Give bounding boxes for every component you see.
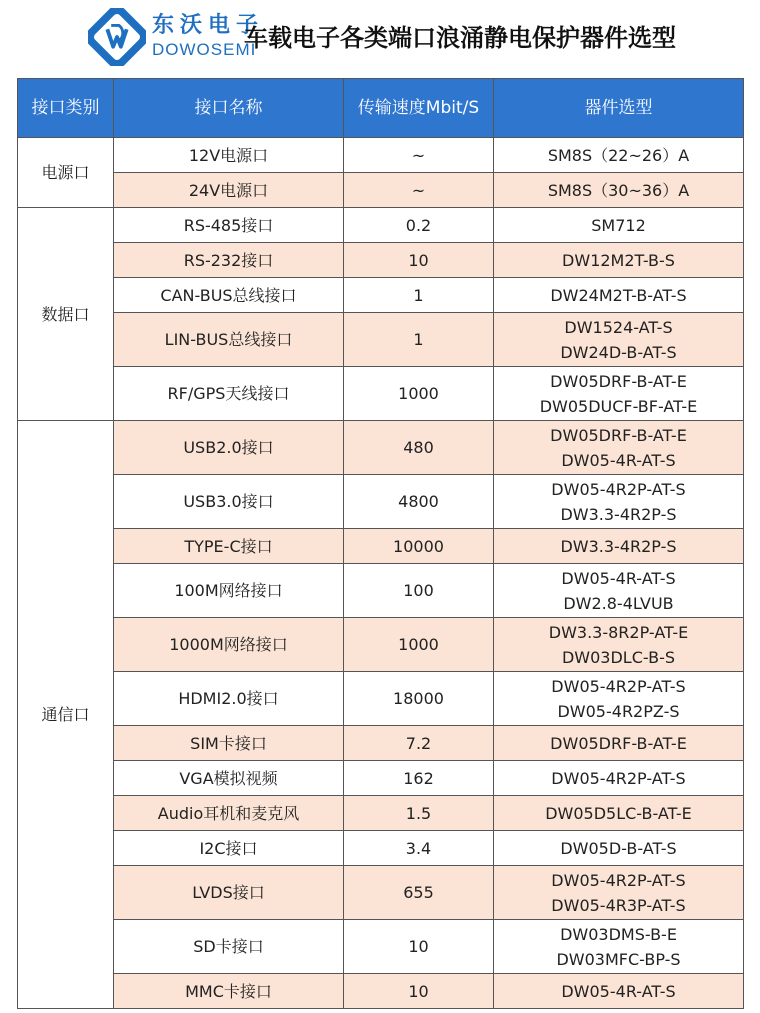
part-cell: [494, 761, 744, 796]
speed-cell: 0.2: [344, 208, 494, 243]
part-number: DW05-4R-AT-S: [561, 981, 676, 1001]
table-row: [18, 761, 744, 796]
part-cell: [494, 243, 744, 278]
part-cell: [494, 173, 744, 208]
interface-name-cell: LIN-BUS总线接口: [114, 313, 344, 367]
part-number: DW05DRF-B-AT-E: [550, 733, 687, 753]
brand-name-cn: 东沃电子: [152, 12, 265, 38]
interface-name-cell: Audio耳机和麦克风: [114, 796, 344, 831]
part-number: DW12M2T-B-S: [562, 250, 675, 270]
table-row: [18, 421, 744, 475]
speed-cell: 655: [344, 866, 494, 920]
table-body: [18, 138, 744, 1009]
part-cell: [494, 672, 744, 726]
table-row: [18, 866, 744, 920]
table-row: [18, 243, 744, 278]
table-row: [18, 138, 744, 173]
brand-name-en: DOWOSEMI: [152, 40, 257, 59]
table-row: [18, 475, 744, 529]
interface-name-cell: 1000M网络接口: [114, 618, 344, 672]
speed-cell: 10000: [344, 529, 494, 564]
interface-name-cell: I2C接口: [114, 831, 344, 866]
interface-name-cell: SD卡接口: [114, 920, 344, 974]
part-number: DW03DMS-B-E: [560, 924, 677, 944]
category-cell: 数据口: [18, 208, 114, 421]
interface-name-cell: SIM卡接口: [114, 726, 344, 761]
interface-name-cell: 100M网络接口: [114, 564, 344, 618]
part-number: DW3.3-8R2P-AT-E: [548, 622, 689, 642]
speed-cell: 1: [344, 278, 494, 313]
part-cell: [494, 796, 744, 831]
part-cell: [494, 974, 744, 1009]
part-number: DW05-4R2P-AT-S: [551, 479, 686, 499]
speed-cell: 4800: [344, 475, 494, 529]
part-cell: [494, 831, 744, 866]
part-number: DW2.8-4LVUB: [563, 593, 674, 613]
part-number: DW05DUCF-BF-AT-E: [539, 396, 698, 416]
part-number: SM8S（30~36）A: [547, 180, 690, 200]
interface-name-cell: USB2.0接口: [114, 421, 344, 475]
interface-name-cell: TYPE-C接口: [114, 529, 344, 564]
part-cell: [494, 421, 744, 475]
part-cell: [494, 278, 744, 313]
selection-table: [17, 78, 744, 1009]
table-row: [18, 564, 744, 618]
interface-name-cell: USB3.0接口: [114, 475, 344, 529]
speed-cell: 10: [344, 920, 494, 974]
table-header-row: [18, 79, 744, 138]
part-number: DW05-4R-AT-S: [561, 568, 676, 588]
speed-cell: 480: [344, 421, 494, 475]
part-number: SM712: [591, 215, 646, 235]
table-row: [18, 796, 744, 831]
part-number: DW3.3-4R2P-S: [560, 536, 677, 556]
table-row: [18, 529, 744, 564]
speed-cell: 3.4: [344, 831, 494, 866]
part-number: DW24D-B-AT-S: [560, 342, 677, 362]
interface-name-cell: CAN-BUS总线接口: [114, 278, 344, 313]
interface-name-cell: VGA模拟视频: [114, 761, 344, 796]
part-number: SM8S（22~26）A: [547, 145, 690, 165]
table-row: [18, 367, 744, 421]
interface-name-cell: 24V电源口: [114, 173, 344, 208]
speed-cell: 1000: [344, 618, 494, 672]
speed-cell: 1000: [344, 367, 494, 421]
interface-name-cell: 12V电源口: [114, 138, 344, 173]
part-cell: [494, 564, 744, 618]
part-number: DW05-4R2P-AT-S: [551, 676, 686, 696]
part-number: DW1524-AT-S: [564, 317, 673, 337]
header-interface-name: 接口名称: [114, 79, 344, 138]
speed-cell: 162: [344, 761, 494, 796]
page-header: [0, 0, 760, 78]
part-cell: [494, 313, 744, 367]
interface-name-cell: RS-232接口: [114, 243, 344, 278]
part-cell: [494, 726, 744, 761]
table-row: [18, 831, 744, 866]
part-cell: [494, 138, 744, 173]
part-number: DW05-4R2P-AT-S: [551, 768, 686, 788]
part-number: DW3.3-4R2P-S: [560, 504, 677, 524]
speed-cell: 10: [344, 243, 494, 278]
speed-cell: ~: [344, 173, 494, 208]
part-number: DW05D5LC-B-AT-E: [545, 803, 692, 823]
speed-cell: 1: [344, 313, 494, 367]
part-number: DW05-4R2P-AT-S: [551, 870, 686, 890]
table-row: [18, 672, 744, 726]
header-speed: 传输速度Mbit/S: [344, 79, 494, 138]
speed-cell: 18000: [344, 672, 494, 726]
table-row: [18, 726, 744, 761]
speed-cell: 100: [344, 564, 494, 618]
table-row: [18, 313, 744, 367]
header-part-selection: 器件选型: [494, 79, 744, 138]
speed-cell: ~: [344, 138, 494, 173]
table-row: [18, 618, 744, 672]
part-cell: [494, 866, 744, 920]
category-cell: 通信口: [18, 421, 114, 1009]
dowosemi-logo-icon: [88, 8, 146, 66]
part-number: DW05D-B-AT-S: [560, 838, 677, 858]
part-cell: [494, 475, 744, 529]
part-number: DW24M2T-B-AT-S: [550, 285, 687, 305]
part-cell: [494, 367, 744, 421]
part-cell: [494, 920, 744, 974]
part-number: DW05-4R3P-AT-S: [551, 895, 686, 915]
part-number: DW05-4R2PZ-S: [557, 701, 680, 721]
table-row: [18, 278, 744, 313]
speed-cell: 1.5: [344, 796, 494, 831]
part-cell: [494, 529, 744, 564]
interface-name-cell: HDMI2.0接口: [114, 672, 344, 726]
category-cell: 电源口: [18, 138, 114, 208]
table-row: [18, 920, 744, 974]
part-cell: [494, 618, 744, 672]
interface-name-cell: RF/GPS天线接口: [114, 367, 344, 421]
header-category: 接口类别: [18, 79, 114, 138]
part-cell: [494, 208, 744, 243]
interface-name-cell: RS-485接口: [114, 208, 344, 243]
part-number: DW03DLC-B-S: [561, 647, 675, 667]
interface-name-cell: LVDS接口: [114, 866, 344, 920]
table-row: [18, 974, 744, 1009]
part-number: DW05-4R-AT-S: [561, 450, 676, 470]
speed-cell: 10: [344, 974, 494, 1009]
part-number: DW03MFC-BP-S: [556, 949, 681, 969]
part-number: DW05DRF-B-AT-E: [550, 371, 687, 391]
page-title: 车载电子各类端口浪涌静电保护器件选型: [244, 24, 676, 52]
speed-cell: 7.2: [344, 726, 494, 761]
table-row: [18, 208, 744, 243]
table-row: [18, 173, 744, 208]
interface-name-cell: MMC卡接口: [114, 974, 344, 1009]
part-number: DW05DRF-B-AT-E: [550, 425, 687, 445]
